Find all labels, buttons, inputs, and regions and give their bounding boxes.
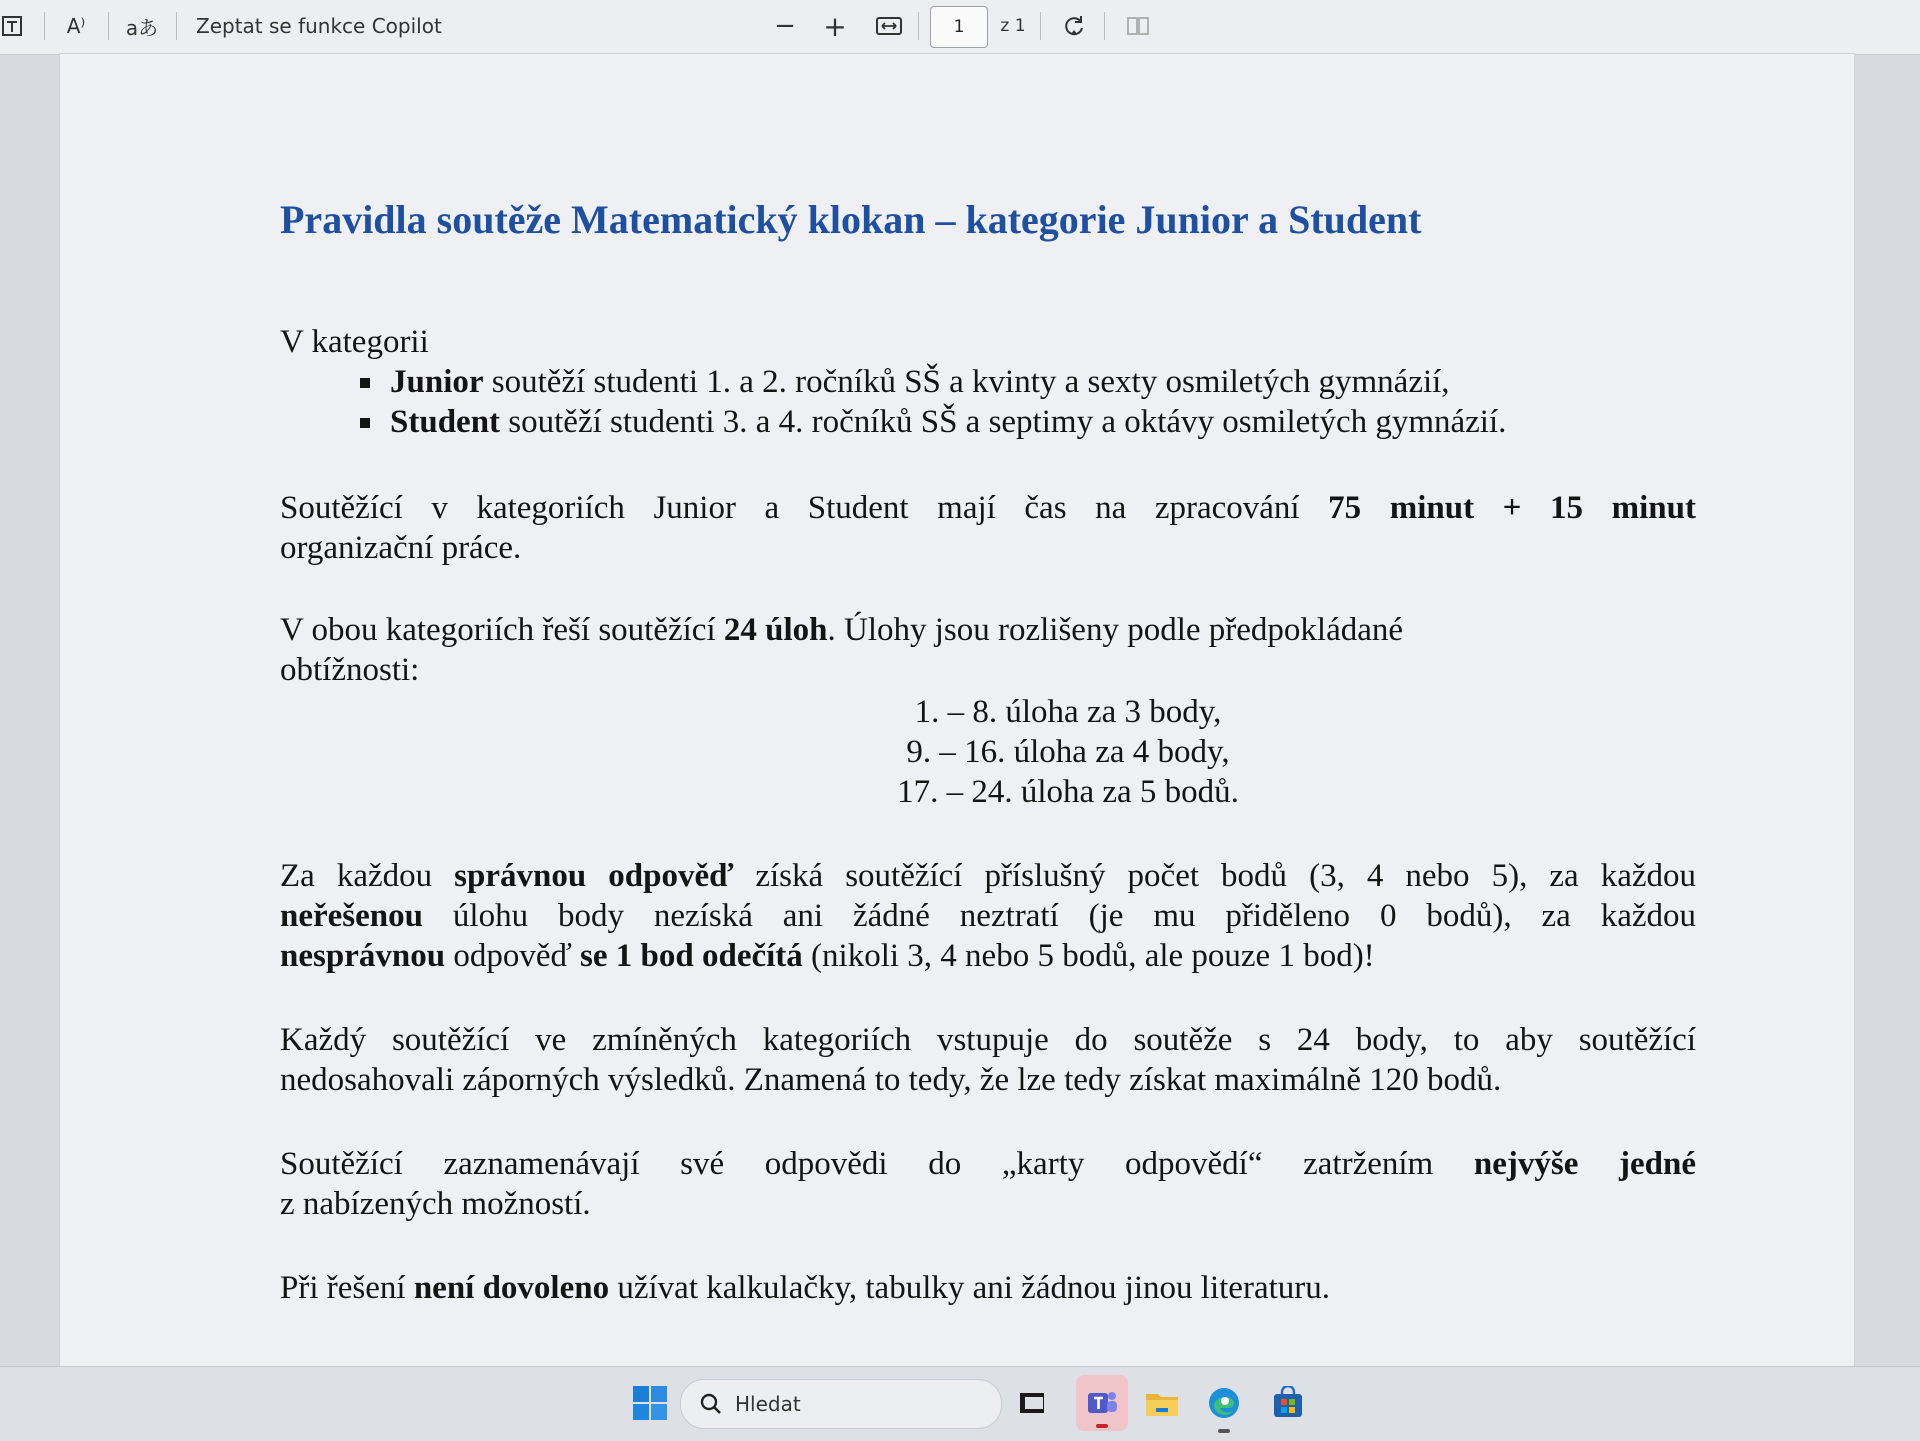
scoring-penalty: se 1 bod odečítá	[580, 938, 803, 974]
zoom-in-button[interactable]	[820, 8, 850, 44]
translate-button[interactable]	[122, 8, 162, 44]
teams-app-button[interactable]	[1076, 1375, 1128, 1431]
tasks-text: V obou kategoriích řeší soutěžící	[280, 612, 724, 648]
app-active-indicator	[1096, 1424, 1108, 1428]
list-item	[360, 362, 1700, 402]
scoring-paragraph-line1	[280, 856, 1696, 896]
teams-icon	[1085, 1386, 1119, 1420]
time-paragraph-line2: organizační práce.	[280, 530, 522, 566]
tasks-text-rest: . Úlohy jsou rozlišeny podle předpokládané	[827, 612, 1404, 648]
page-number-input[interactable]: 1	[930, 6, 988, 48]
fit-width-icon	[876, 16, 902, 36]
answer-paragraph-line2: z nabízených možností.	[280, 1186, 591, 1222]
toolbar-divider	[918, 12, 919, 40]
answer-text: Soutěžící zaznamenávají své odpovědi do „karty odpovědí“ zatržením	[280, 1146, 1474, 1182]
category-description: soutěží studenti 1. a 2. ročníků SŠ a kvinty a sexty osmiletých gymnázií,	[483, 364, 1450, 400]
toolbar-divider	[176, 12, 177, 40]
search-icon	[699, 1392, 723, 1416]
store-icon	[1271, 1386, 1305, 1420]
scoring-correct: správnou odpověď	[454, 858, 734, 894]
copilot-label: Zeptat se funkce Copilot	[196, 14, 442, 38]
taskbar-search[interactable]	[680, 1379, 1002, 1429]
pdf-toolbar	[0, 0, 1920, 55]
task-view-button[interactable]	[1010, 1381, 1054, 1425]
search-placeholder: Hledat	[735, 1392, 801, 1416]
tasks-count: 24 úloh	[723, 612, 828, 648]
page-view-icon	[1126, 15, 1150, 37]
intro-text: V kategorii	[280, 324, 429, 360]
scoring-text: získá soutěžící příslušný počet bodů (3, 4 nebo 5), za každou	[733, 858, 1696, 894]
scoring-paragraph-line2	[280, 896, 1696, 936]
scoring-text: (nikoli 3, 4 nebo 5 bodů, ale pouze 1 bod)!	[802, 938, 1375, 974]
read-aloud-icon: A⁾	[66, 14, 86, 38]
toolbar-divider	[44, 12, 45, 40]
points-item: 1. – 8. úloha za 3 body,	[914, 694, 1222, 730]
points-item: 9. – 16. úloha za 4 body,	[906, 734, 1230, 770]
points-list	[280, 692, 1696, 812]
page-total-label: z 1	[1000, 16, 1026, 36]
time-text: Soutěžící v kategoriích Junior a Student mají čas na zpracování	[280, 490, 1329, 526]
rules-paragraph	[280, 1268, 1696, 1308]
edge-browser-button[interactable]	[1202, 1381, 1246, 1425]
rules-text: užívat kalkulačky, tabulky ani žádnou jinou literaturu.	[609, 1270, 1331, 1306]
minus-icon: −	[774, 11, 796, 41]
translate-icon: aあ	[125, 15, 159, 40]
time-limit: 75 minut + 15 minut	[1328, 490, 1696, 526]
points-item: 17. – 24. úloha za 5 bodů.	[897, 774, 1239, 810]
edge-icon	[1206, 1385, 1242, 1421]
scoring-paragraph-line3	[280, 936, 1696, 976]
scoring-wrong: nesprávnou	[280, 938, 446, 974]
pdf-page	[60, 54, 1854, 1366]
scoring-text: Za každou	[280, 858, 455, 894]
category-name: Student	[390, 404, 501, 440]
answer-limit: nejvýše jedné	[1473, 1146, 1696, 1182]
folder-icon	[1144, 1388, 1180, 1418]
start-paragraph-line2: nedosahovali záporných výsledků. Znamená to tedy, že lze tedy získat maximálně 120 bodů.	[280, 1062, 1502, 1098]
tasks-paragraph-line2: obtížnosti:	[280, 652, 420, 688]
text-select-icon[interactable]	[0, 8, 26, 44]
file-explorer-button[interactable]	[1140, 1381, 1184, 1425]
scoring-unsolved: neřešenou	[280, 898, 423, 934]
zoom-out-button[interactable]	[770, 8, 800, 44]
toolbar-divider	[1104, 12, 1105, 40]
time-paragraph-line1	[280, 488, 1696, 528]
start-paragraph-line1: Každý soutěžící ve zmíněných kategoriích vstupuje do soutěže s 24 body, to aby soutěžící	[280, 1022, 1696, 1058]
rotate-icon	[1061, 13, 1087, 39]
store-button[interactable]	[1266, 1381, 1310, 1425]
fit-width-button[interactable]	[872, 8, 906, 44]
task-view-icon	[1017, 1388, 1047, 1418]
rules-forbidden: není dovoleno	[413, 1270, 610, 1306]
list-item	[360, 402, 1700, 442]
answer-paragraph-line1	[280, 1144, 1696, 1184]
plus-icon: +	[823, 9, 847, 43]
taskbar	[0, 1366, 1920, 1441]
copilot-button[interactable]	[196, 8, 442, 44]
toolbar-divider	[1040, 12, 1041, 40]
rotate-button[interactable]	[1058, 8, 1090, 44]
rules-text: Při řešení	[280, 1270, 414, 1306]
scoring-text: úlohu body nezíská ani žádné neztratí (je mu přiděleno 0 bodů), za každou	[423, 898, 1696, 934]
page-view-button[interactable]	[1122, 8, 1154, 44]
start-button[interactable]	[628, 1381, 672, 1425]
app-running-indicator	[1218, 1429, 1230, 1433]
category-list	[360, 362, 1700, 442]
scoring-text: odpověď	[445, 938, 581, 974]
document-title: Pravidla soutěže Matematický klokan – kategorie Junior a Student	[280, 197, 1422, 242]
bullet-square-icon	[360, 418, 370, 428]
tasks-paragraph-line1	[280, 610, 1696, 650]
category-description: soutěží studenti 3. a 4. ročníků SŠ a septimy a oktávy osmiletých gymnázií.	[500, 404, 1507, 440]
category-name: Junior	[390, 364, 484, 400]
windows-logo-icon	[632, 1385, 668, 1421]
read-aloud-button[interactable]	[58, 8, 94, 44]
toolbar-divider	[108, 12, 109, 40]
page-total	[998, 8, 1028, 44]
bullet-square-icon	[360, 378, 370, 388]
